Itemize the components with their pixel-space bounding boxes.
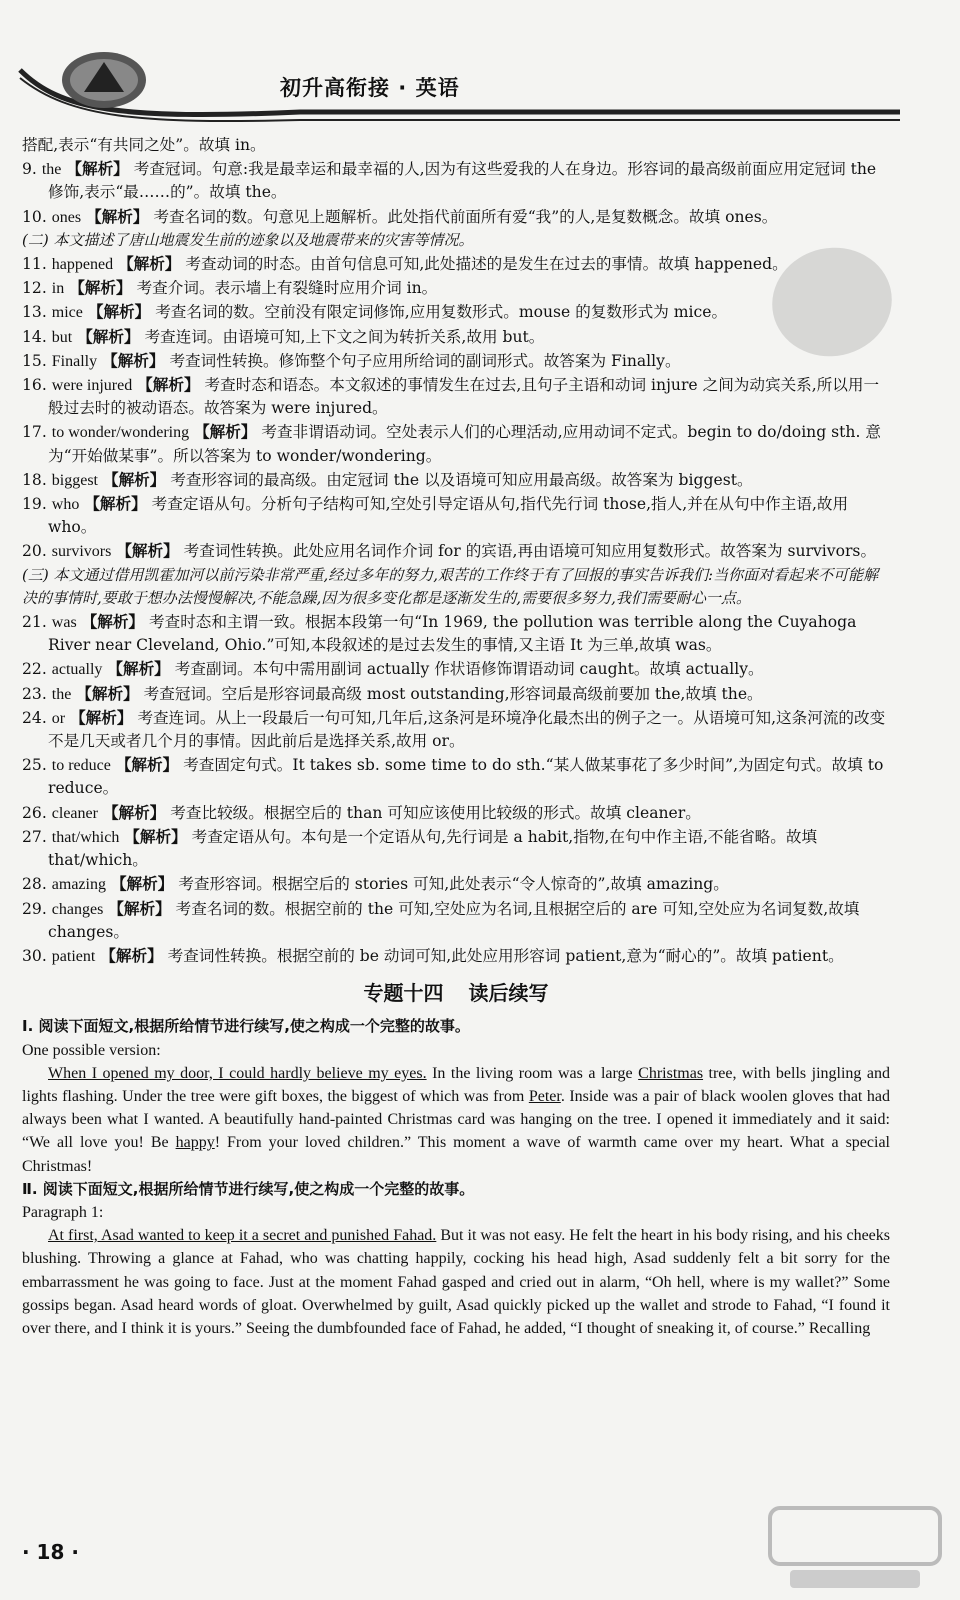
answer-number: 15. bbox=[22, 351, 47, 370]
answer-word: patient bbox=[51, 947, 96, 965]
analysis-text: 考查名词的数。根据空前的 the 可知,空处应为名词,且根据空后的 are 可知,空处应为名词复数,故填 changes。 bbox=[48, 899, 860, 941]
watermark-logo bbox=[760, 1500, 950, 1596]
answer-number: 12. bbox=[22, 279, 47, 298]
answer-number: 17. bbox=[22, 423, 47, 442]
answer-item bbox=[22, 205, 890, 229]
analysis-tag: 【解析】 bbox=[137, 375, 200, 395]
answer-item bbox=[22, 157, 890, 204]
analysis-tag: 【解析】 bbox=[115, 755, 179, 775]
answer-item bbox=[22, 349, 890, 373]
answer-item bbox=[22, 706, 890, 753]
analysis-tag: 【解析】 bbox=[86, 206, 149, 226]
answer-number: 25. bbox=[22, 756, 47, 775]
analysis-text: 考查比较级。根据空后的 than 可知应该使用比较级的形式。故填 cleaner。 bbox=[170, 803, 701, 822]
analysis-text: 考查连词。从上一段最后一句可知,几年后,这条河是环境净化最杰出的例子之一。从语境可知,这条河流的改变不是几天或者几个月的事情。因此前后是选择关系,故用 or。 bbox=[48, 708, 886, 751]
answer-list-c bbox=[22, 610, 890, 968]
analysis-text: 考查副词。本句中需用副词 actually 作状语修饰谓语动词 caught。故填 actually。 bbox=[174, 660, 764, 679]
answer-word: the bbox=[51, 685, 72, 703]
answer-word: the bbox=[41, 161, 62, 179]
analysis-tag: 【解析】 bbox=[107, 659, 170, 679]
answer-item bbox=[22, 300, 890, 324]
answer-item bbox=[22, 373, 890, 420]
intro-section-2: (二) 本文描述了唐山地震发生前的迹象以及地震带来的灾害等情况。 bbox=[22, 230, 474, 249]
answer-word: ones bbox=[51, 208, 82, 226]
answer-item bbox=[22, 682, 890, 706]
answer-number: 26. bbox=[22, 803, 47, 822]
answer-number: 30. bbox=[22, 946, 47, 965]
answer-word: actually bbox=[51, 661, 103, 679]
answer-number: 19. bbox=[22, 495, 47, 514]
answer-number: 21. bbox=[22, 613, 47, 632]
answer-number: 10. bbox=[22, 207, 47, 226]
page-header bbox=[0, 0, 960, 130]
q1-word-2: Peter bbox=[528, 1087, 561, 1105]
answer-number: 9. bbox=[22, 160, 37, 179]
answer-item bbox=[22, 610, 890, 657]
analysis-tag: 【解析】 bbox=[194, 422, 257, 442]
analysis-tag: 【解析】 bbox=[100, 945, 163, 965]
answer-word: changes bbox=[51, 900, 104, 918]
question-2-title: Ⅱ. 阅读下面短文,根据所给情节进行续写,使之构成一个完整的故事。 bbox=[22, 1179, 475, 1198]
analysis-text: 考查词性转换。根据空前的 be 动词可知,此处应用形容词 patient,意为“耐心的”。故填 patient。 bbox=[167, 946, 844, 965]
answer-word: to reduce bbox=[51, 757, 111, 775]
analysis-text: 考查定语从句。本句是一个定语从句,先行词是 a habit,指物,在句中作主语,不能省略。故填 that/which。 bbox=[48, 827, 818, 870]
analysis-tag: 【解析】 bbox=[102, 469, 166, 489]
analysis-tag: 【解析】 bbox=[118, 254, 181, 274]
analysis-tag: 【解析】 bbox=[66, 159, 129, 179]
analysis-text: 考查时态和语态。本文叙述的事情发生在过去,且句子主语和动词 injure 之间为动宾关系,所以用一般过去时的被动语态。故答案为 were injured。 bbox=[48, 376, 880, 418]
answer-list-b bbox=[22, 252, 890, 564]
analysis-tag: 【解析】 bbox=[87, 302, 151, 322]
answer-number: 11. bbox=[22, 255, 47, 274]
answer-item bbox=[22, 325, 890, 349]
question-1-label: One possible version: bbox=[22, 1041, 161, 1059]
page-content bbox=[22, 134, 890, 1340]
analysis-tag: 【解析】 bbox=[102, 802, 166, 822]
analysis-text: 考查动词的时态。由首句信息可知,此处描述的是发生在过去的事情。故填 happened。 bbox=[185, 255, 788, 274]
q1-underlined: When I opened my door, I could hardly believe my eyes. bbox=[48, 1064, 427, 1082]
analysis-text: 考查名词的数。句意见上题解析。此处指代前面所有爱“我”的人,是复数概念。故填 ones。 bbox=[153, 207, 778, 226]
analysis-text: 考查冠词。空后是形容词最高级 most outstanding,形容词最高级前要加 the,故填 the。 bbox=[143, 684, 763, 703]
analysis-tag: 【解析】 bbox=[102, 350, 165, 370]
analysis-tag: 【解析】 bbox=[124, 826, 187, 846]
analysis-tag: 【解析】 bbox=[108, 898, 171, 918]
question-2-label: Paragraph 1: bbox=[22, 1203, 104, 1221]
header-title: 初升高衔接 · 英语 bbox=[280, 76, 460, 100]
answer-number: 20. bbox=[22, 542, 47, 561]
answer-number: 22. bbox=[22, 660, 47, 679]
question-2-answer bbox=[22, 1224, 890, 1340]
q1-text-4: ! From your loved children.” This moment a wave of warmth came over my heart. What a special Christmas! bbox=[22, 1134, 890, 1175]
analysis-text: 考查名词的数。空前没有限定词修饰,应用复数形式。mouse 的复数形式为 mice。 bbox=[155, 303, 728, 322]
q1-text-1: In the living room was a large bbox=[426, 1064, 639, 1082]
answer-item bbox=[22, 657, 890, 681]
analysis-tag: 【解析】 bbox=[110, 874, 174, 894]
answer-word: or bbox=[51, 709, 66, 727]
answer-number: 27. bbox=[22, 827, 47, 846]
analysis-text: 考查形容词的最高级。由定冠词 the 以及语境可知应用最高级。故答案为 biggest。 bbox=[170, 470, 753, 489]
answer-item bbox=[22, 801, 890, 825]
header-decoration bbox=[0, 0, 960, 130]
q1-text-3: . Inside was a pair of black woolen gloves that had always been what I wanted. A beautifully hand-painted Christmas card was hanging on the tree. I opened it immediately and it said: “We all love you! Be bbox=[22, 1087, 890, 1152]
intro-line: 搭配,表示“有共同之处”。故填 in。 bbox=[22, 136, 266, 154]
answer-word: survivors bbox=[51, 543, 112, 561]
analysis-tag: 【解析】 bbox=[81, 612, 145, 632]
analysis-tag: 【解析】 bbox=[76, 683, 139, 703]
question-1-answer bbox=[22, 1062, 890, 1178]
answer-word: who bbox=[51, 496, 80, 514]
analysis-text: 考查词性转换。修饰整个句子应用所给词的副词形式。故答案为 Finally。 bbox=[169, 351, 681, 370]
question-1-title: Ⅰ. 阅读下面短文,根据所给情节进行续写,使之构成一个完整的故事。 bbox=[22, 1017, 470, 1036]
analysis-tag: 【解析】 bbox=[84, 494, 147, 514]
answer-item bbox=[22, 539, 890, 563]
answer-number: 13. bbox=[22, 303, 47, 322]
answer-number: 16. bbox=[22, 376, 47, 395]
analysis-text: 考查定语从句。分析句子结构可知,空处引导定语从句,指代先行词 those,指人,并在从句中作主语,故用 who。 bbox=[48, 495, 849, 537]
analysis-text: 考查形容词。根据空后的 stories 可知,此处表示“令人惊奇的”,故填 amazing。 bbox=[178, 875, 729, 894]
analysis-tag: 【解析】 bbox=[116, 541, 179, 561]
answer-item bbox=[22, 897, 890, 944]
analysis-tag: 【解析】 bbox=[77, 326, 140, 346]
q1-word-3: happy bbox=[175, 1134, 215, 1152]
page-number: · 18 · bbox=[22, 1540, 79, 1564]
q1-word-1: Christmas bbox=[638, 1064, 704, 1082]
answer-word: that/which bbox=[51, 828, 120, 846]
answer-number: 18. bbox=[22, 470, 47, 489]
analysis-text: 考查介词。表示墙上有裂缝时应用介词 in。 bbox=[136, 279, 438, 298]
answer-item bbox=[22, 468, 890, 492]
answer-word: to wonder/wondering bbox=[51, 424, 190, 442]
analysis-text: 考查时态和主谓一致。根据本段第一句“In 1969, the pollution was terrible along the Cuyahoga River near Cleveland, Ohio.”可知,本段叙述的是过去发生的事情,又主语 It 为三单,故填 was。 bbox=[48, 613, 857, 655]
q1-text-2: tree, with bells jingling and lights flashing. Under the tree were gift boxes, the biggest of which was from bbox=[22, 1064, 891, 1105]
answer-number: 28. bbox=[22, 875, 47, 894]
answer-word: but bbox=[51, 328, 73, 346]
analysis-tag: 【解析】 bbox=[69, 278, 132, 298]
answer-item bbox=[22, 276, 890, 300]
answer-item bbox=[22, 944, 890, 968]
intro-section-3: (三) 本文通过借用凯霍加河以前污染非常严重,经过多年的努力,艰苦的工作终于有了回报的事实告诉我们:当你面对看起来不可能解决的事情时,要敢于想办法慢慢解决,不能急躁,因为很多变化都是逐渐发生的,需要很多努力,我们需要耐心一点。 bbox=[22, 565, 879, 607]
answer-word: were injured bbox=[51, 377, 133, 395]
answer-number: 24. bbox=[22, 708, 47, 727]
answer-item bbox=[22, 492, 890, 539]
answer-number: 23. bbox=[22, 684, 47, 703]
answer-item bbox=[22, 872, 890, 896]
answer-word: mice bbox=[51, 304, 83, 322]
answer-word: Finally bbox=[51, 352, 98, 370]
answer-number: 14. bbox=[22, 327, 47, 346]
answer-list-a bbox=[22, 157, 890, 229]
answer-word: biggest bbox=[51, 471, 98, 489]
answer-number: 29. bbox=[22, 899, 47, 918]
answer-word: in bbox=[51, 280, 65, 298]
answer-word: happened bbox=[51, 256, 114, 274]
analysis-text: 考查连词。由语境可知,上下文之间为转折关系,故用 but。 bbox=[144, 327, 545, 346]
answer-item bbox=[22, 825, 890, 872]
answer-item bbox=[22, 420, 890, 467]
answer-word: cleaner bbox=[51, 804, 98, 822]
q2-text: But it was not easy. He felt the heart in his body rising, and his cheeks blushing. Throwing a glance at Fahad, who was chatting happily, cocking his head high, Asad suddenly felt a bit sorry for the embarrassment he was going to face. Just at the moment Fahad gasped and cried out in alarm, “Oh hell, where is my wallet?” Some gossips began. Asad heard words of gloat. Overwhelmed by guilt, Asad quickly picked up the wallet and strode to Fahad, “I found it over there, and I think it is yours.” Seeing the dumbfounded face of Fahad, he added, “I thought of sneaking it, of course.” Recalling bbox=[22, 1227, 890, 1337]
section-title: 专题十四 读后续写 bbox=[363, 981, 549, 1006]
analysis-text: 考查固定句式。It takes sb. some time to do sth.“某人做某事花了多少时间”,为固定句式。故填 to reduce。 bbox=[48, 756, 884, 798]
answer-word: amazing bbox=[51, 876, 106, 894]
analysis-text: 考查非谓语动词。空处表示人们的心理活动,应用动词不定式。begin to do/doing sth. 意为“开始做某事”。所以答案为 to wonder/wondering。 bbox=[48, 423, 881, 465]
answer-item bbox=[22, 252, 890, 276]
analysis-text: 考查冠词。句意:我是最幸运和最幸福的人,因为有这些爱我的人在身边。形容词的最高级前面应用定冠词 the 修饰,表示“最……的”。故填 the。 bbox=[48, 160, 877, 202]
answer-word: was bbox=[51, 614, 77, 632]
answer-item bbox=[22, 753, 890, 800]
analysis-text: 考查词性转换。此处应用名词作介词 for 的宾语,再由语境可知应用复数形式。故答案为 survivors。 bbox=[183, 542, 877, 561]
q2-underlined: At first, Asad wanted to keep it a secret and punished Fahad. bbox=[48, 1227, 437, 1245]
analysis-tag: 【解析】 bbox=[70, 707, 133, 727]
